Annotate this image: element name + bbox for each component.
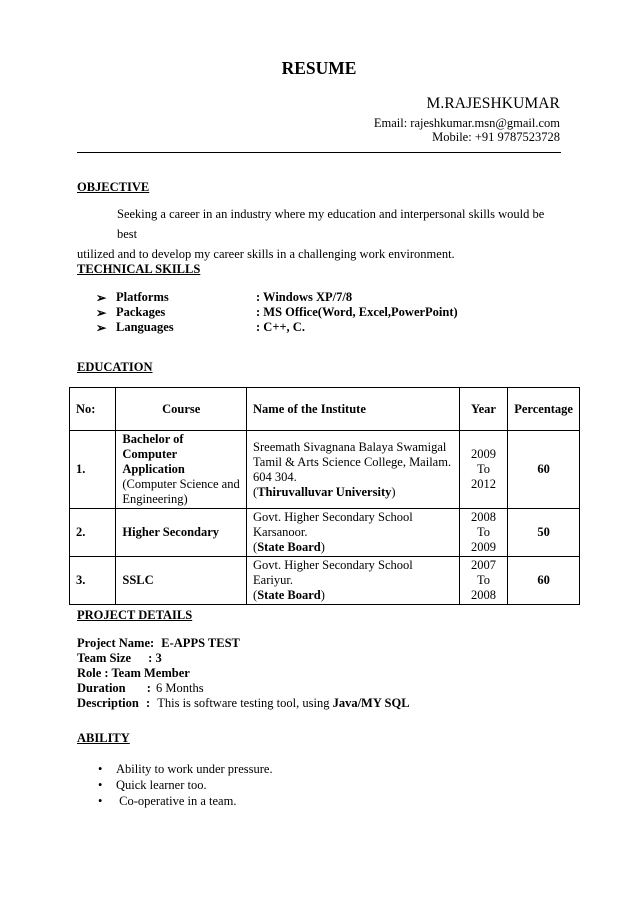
- bullet-dot-icon: •: [98, 794, 103, 808]
- duration-colon: :: [146, 681, 151, 695]
- duration-line: [77, 681, 204, 696]
- course-cell: SSLC: [116, 557, 247, 605]
- row-number: 3.: [70, 557, 116, 605]
- year-cell: [459, 509, 508, 557]
- skill-row-platforms: [96, 290, 576, 306]
- board-line: (State Board): [253, 540, 325, 554]
- institute-line: Karsanoor.: [253, 525, 308, 539]
- skill-value: : Windows XP/7/8: [256, 290, 353, 304]
- institute-line: Govt. Higher Secondary School: [253, 510, 413, 524]
- board-name: Thiruvalluvar University: [257, 484, 392, 499]
- institute-cell: [247, 431, 460, 509]
- year-cell: [459, 557, 508, 605]
- year-to: To: [476, 573, 490, 587]
- project-name-value: E-APPS TEST: [161, 636, 240, 650]
- row-number: 1.: [70, 431, 116, 509]
- course-cell: Higher Secondary: [116, 509, 247, 557]
- ability-heading: ABILITY: [77, 731, 130, 745]
- email-text: Email: rajeshkumar.msn@gmail.com: [373, 116, 560, 130]
- team-size-line: [77, 651, 162, 666]
- course-name-bold: Bachelor of Computer Application: [122, 432, 185, 476]
- institute-line: 604 304.: [253, 469, 297, 484]
- description-label: Description: [77, 696, 139, 710]
- arrow-bullet-icon: ➢: [96, 306, 107, 320]
- description-line: [77, 696, 410, 711]
- institute-line: Sreemath Sivagnana Balaya Swamigal: [253, 439, 447, 454]
- description-tech: Java/MY SQL: [332, 696, 410, 710]
- table-header-row: [70, 388, 580, 431]
- year-to: To: [476, 525, 490, 539]
- institute-cell: [247, 509, 460, 557]
- board-name: State Board: [257, 540, 321, 554]
- year-from: 2009: [470, 447, 496, 461]
- arrow-bullet-icon: ➢: [96, 291, 107, 305]
- percentage-cell: 60: [508, 431, 580, 509]
- resume-title: RESUME: [281, 58, 357, 78]
- candidate-name: M.RAJESHKUMAR: [426, 95, 560, 112]
- duration-value: 6 Months: [156, 681, 204, 695]
- column-header-year: Year: [459, 388, 508, 431]
- column-header-institute: Name of the Institute: [247, 388, 460, 431]
- project-name-line: [77, 636, 240, 651]
- institute-line: Govt. Higher Secondary School Eariyur.: [253, 558, 413, 587]
- mobile-text: Mobile: +91 9787523728: [432, 130, 560, 144]
- institute-line: Tamil & Arts Science College, Mailam.: [253, 454, 452, 469]
- ability-item-text: Quick learner too.: [116, 778, 207, 792]
- ability-item-text: Co-operative in a team.: [116, 794, 237, 808]
- table-row: [70, 431, 580, 509]
- header-divider: [77, 152, 561, 153]
- skill-label: Platforms: [116, 290, 169, 304]
- skill-label: Languages: [116, 320, 174, 334]
- project-details-heading: PROJECT DETAILS: [77, 608, 193, 622]
- column-header-course: Course: [116, 388, 247, 431]
- objective-line-1: Seeking a career in an industry where my education and interpersonal skills would be best: [117, 207, 545, 241]
- skill-label: Packages: [116, 305, 166, 319]
- board-name: State Board: [257, 588, 321, 602]
- course-name-rest: (Computer Science and Engineering): [122, 477, 240, 506]
- column-header-percentage: Percentage: [508, 388, 580, 431]
- year-from: 2007: [470, 558, 496, 572]
- bullet-dot-icon: •: [98, 762, 103, 776]
- ability-item-text: Ability to work under pressure.: [116, 762, 273, 776]
- institute-cell: [247, 557, 460, 605]
- year-cell: [459, 431, 508, 509]
- course-cell: [116, 431, 247, 509]
- column-header-no: No:: [70, 388, 116, 431]
- skill-row-packages: [96, 305, 576, 321]
- percentage-cell: 60: [508, 557, 580, 605]
- board-line: (State Board): [253, 588, 325, 602]
- education-heading: EDUCATION: [77, 360, 153, 374]
- arrow-bullet-icon: ➢: [96, 321, 107, 335]
- percentage-cell: 50: [508, 509, 580, 557]
- description-text: This is software testing tool, using: [157, 696, 330, 710]
- objective-text: [77, 204, 567, 264]
- education-table: [69, 387, 580, 605]
- table-row: [70, 557, 580, 605]
- skill-value: : MS Office(Word, Excel,PowerPoint): [256, 305, 458, 319]
- year-from: 2008: [470, 510, 496, 524]
- role-line: Role : Team Member: [77, 666, 190, 680]
- objective-heading: OBJECTIVE: [77, 180, 150, 194]
- team-size-label: Team Size: [77, 651, 132, 665]
- skill-value: : C++, C.: [256, 320, 305, 334]
- duration-label: Duration: [77, 681, 126, 695]
- board-line: (Thiruvalluvar University): [253, 484, 396, 499]
- description-colon: :: [145, 696, 151, 710]
- year-to: To: [476, 462, 490, 476]
- year-end: 2009: [470, 540, 496, 554]
- year-end: 2012: [470, 477, 496, 491]
- team-size-value: : 3: [148, 651, 162, 665]
- bullet-dot-icon: •: [98, 778, 103, 792]
- objective-line-2: utilized and to develop my career skills in a challenging work environment.: [77, 247, 455, 261]
- row-number: 2.: [70, 509, 116, 557]
- technical-skills-heading: TECHNICAL SKILLS: [77, 262, 201, 276]
- skill-row-languages: [96, 320, 576, 336]
- year-end: 2008: [470, 588, 496, 602]
- table-row: [70, 509, 580, 557]
- project-name-label: Project Name:: [77, 636, 155, 650]
